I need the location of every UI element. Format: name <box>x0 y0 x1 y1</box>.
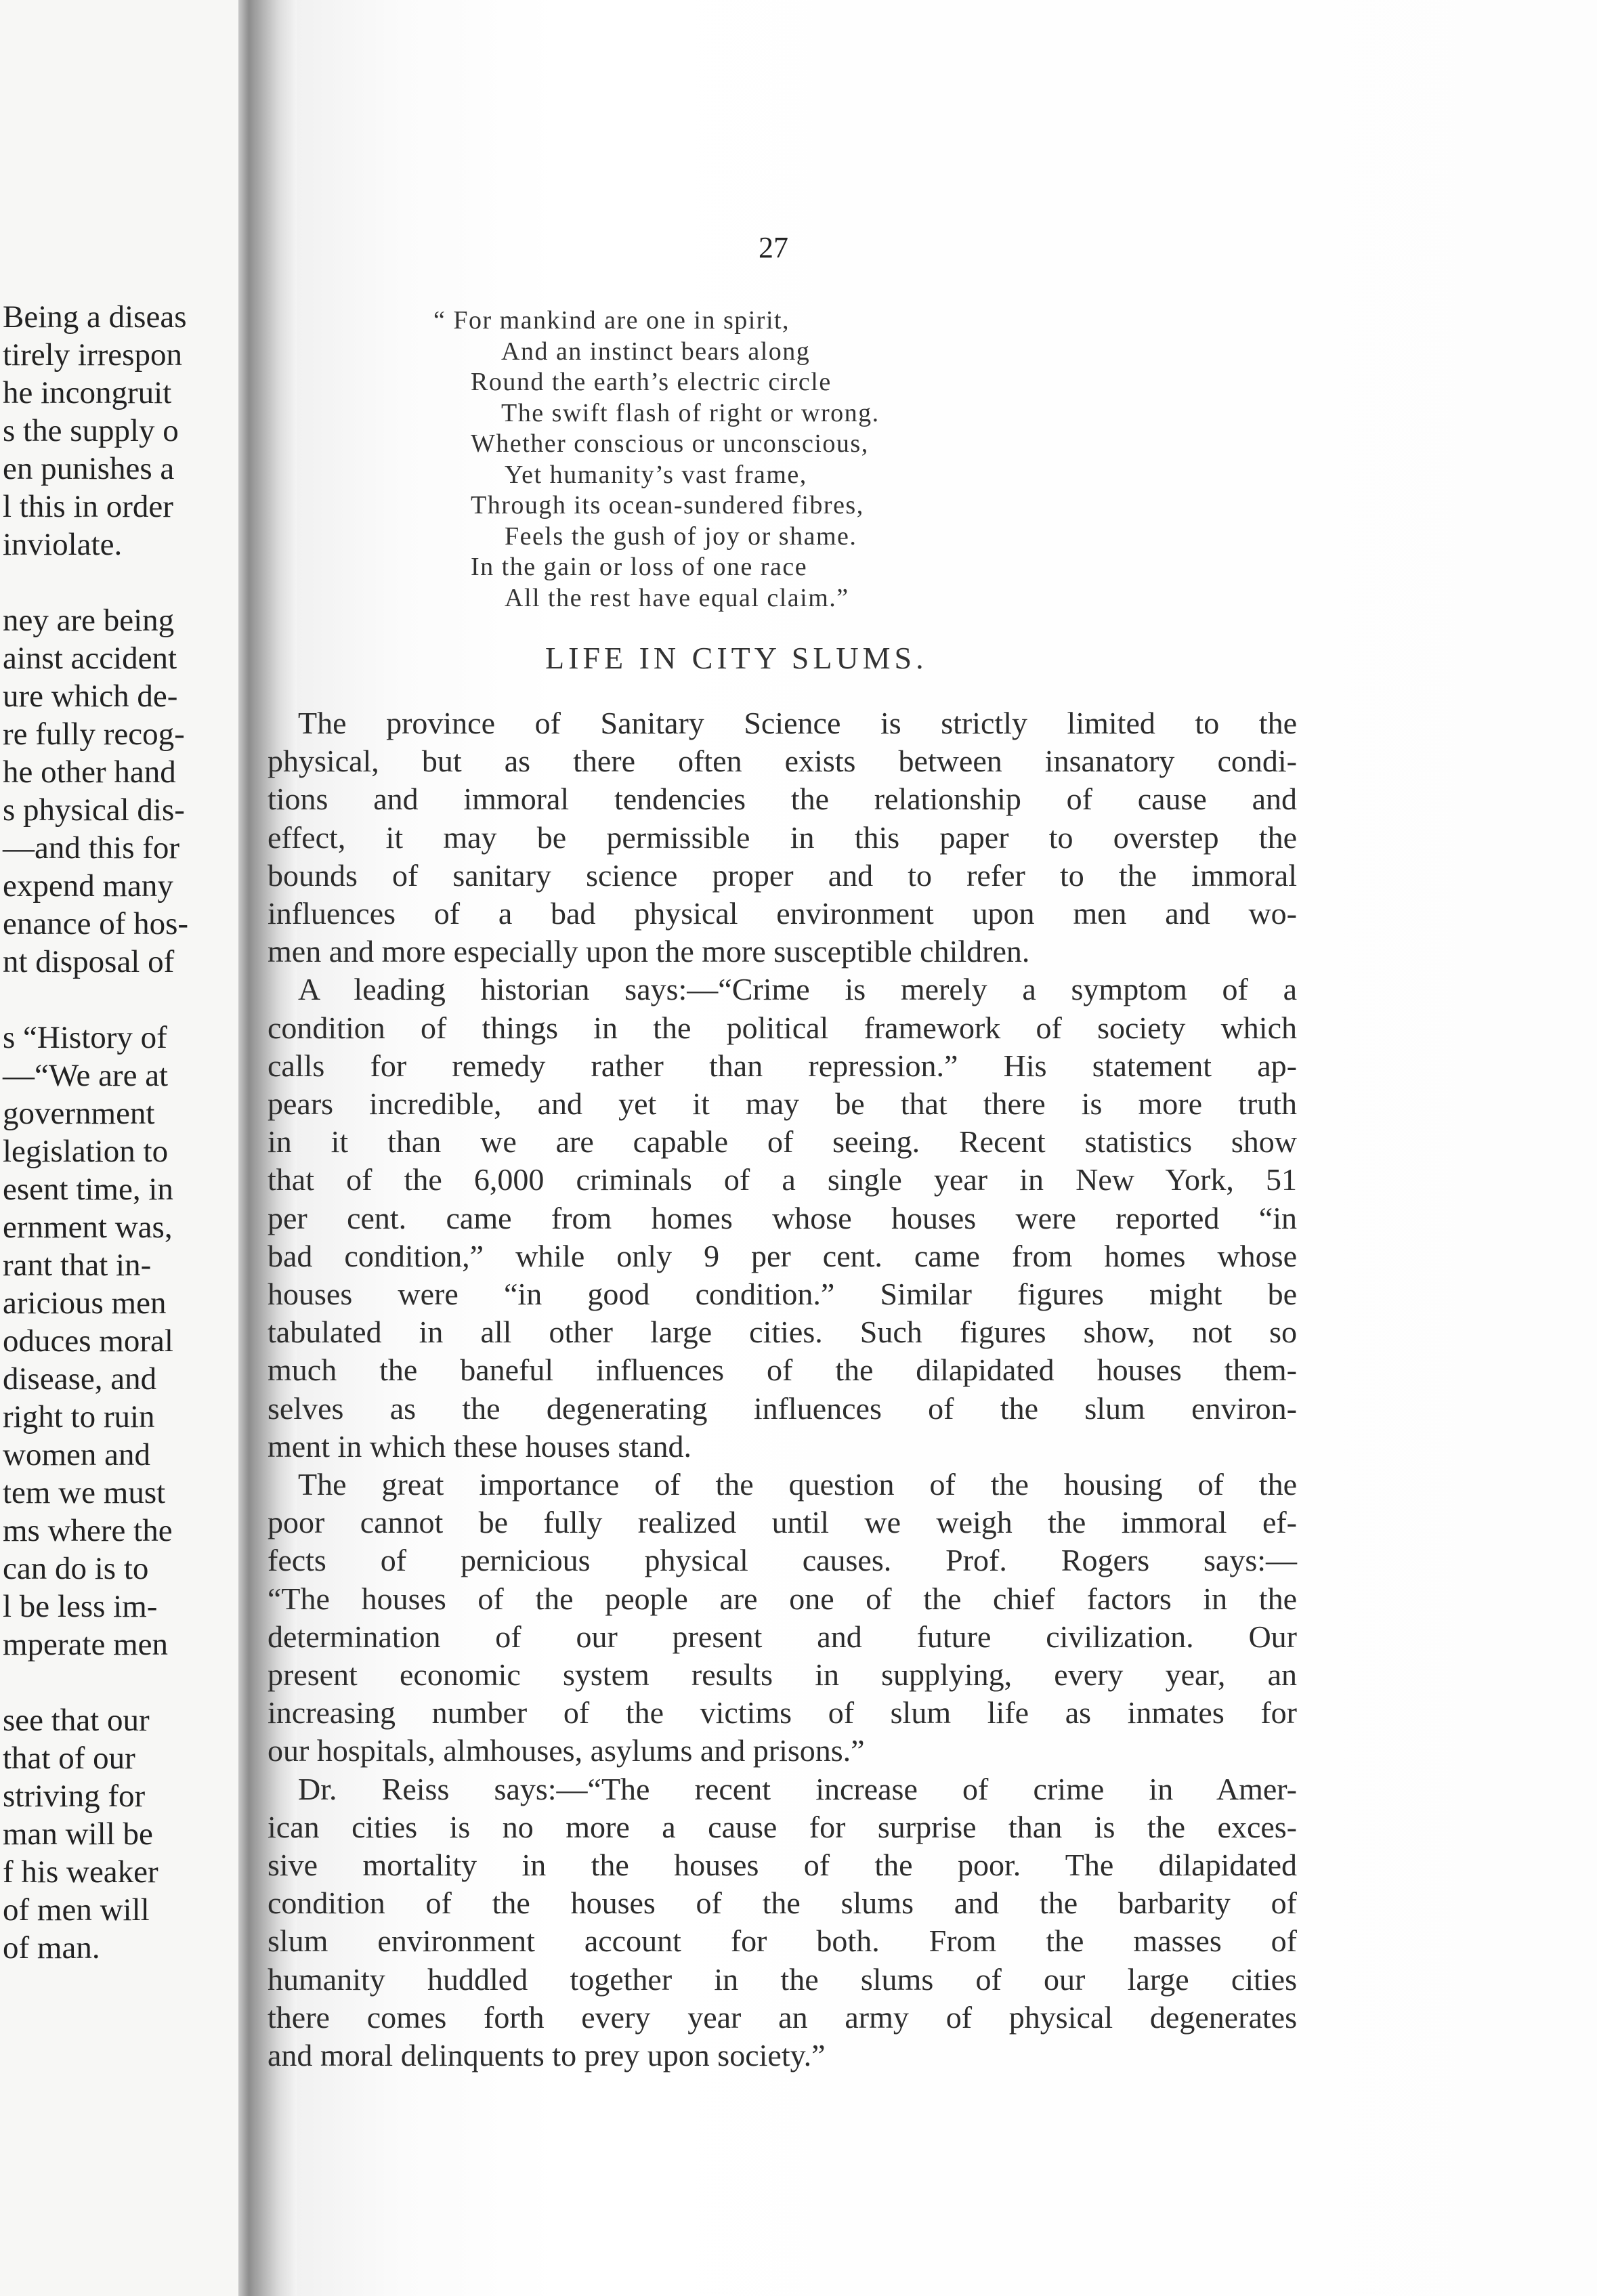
body-line: bounds of sanitary science proper and to refer to the immoral <box>268 857 1297 893</box>
body-line: sive mortality in the houses of the poor. The dilapidated <box>268 1848 1297 1882</box>
left-page-line: tem we must <box>3 1475 166 1510</box>
body-line: calls for remedy rather than repression.” His statement ap- <box>268 1048 1297 1083</box>
body-line: effect, it may be permissible in this paper to overstep the <box>268 820 1297 855</box>
body-line: in it than we are capable of seeing. Recent statistics show <box>268 1124 1297 1160</box>
left-page-line: legislation to <box>3 1134 169 1169</box>
body-line: Dr. Reiss says:—“The recent increase of crime in Amer- <box>298 1771 1297 1806</box>
poem-line: Feels the gush of joy or shame. <box>505 522 857 551</box>
page-number: 27 <box>759 231 788 264</box>
body-line: A leading historian says:—“Crime is merely a symptom of a <box>298 972 1297 1007</box>
poem-line: Through its ocean-sundered fibres, <box>471 491 864 519</box>
left-page-line: expend many <box>3 868 173 903</box>
left-page-line: man will be <box>3 1816 153 1852</box>
left-page-line: nt disposal of <box>3 944 175 979</box>
left-page-line: aricious men <box>3 1285 167 1321</box>
left-page-line: of men will <box>3 1892 150 1928</box>
body-line: our hospitals, almhouses, asylums and prisons.” <box>268 1733 865 1768</box>
left-page-line: esent time, in <box>3 1172 173 1207</box>
left-page-line: ney are being <box>3 603 175 638</box>
left-page-line: enance of hos- <box>3 906 189 941</box>
body-line: much the baneful influences of the dilapidated houses them- <box>268 1353 1297 1388</box>
body-line: tabulated in all other large cities. Such figures show, not so <box>268 1315 1297 1350</box>
left-page-line: right to ruin <box>3 1399 155 1434</box>
left-page-line: ainst accident <box>3 641 177 676</box>
left-page-line: ure which de- <box>3 679 178 714</box>
body-line: selves as the degenerating influences of the slum environ- <box>268 1390 1297 1426</box>
body-line: that of the 6,000 criminals of a single year in New York, 51 <box>268 1162 1297 1197</box>
body-line: per cent. came from homes whose houses were reported “in <box>268 1200 1297 1235</box>
left-page-line: re fully recog- <box>3 717 185 752</box>
body-line: tions and immoral tendencies the relationship of cause and <box>268 782 1297 817</box>
left-page-line: government <box>3 1096 155 1131</box>
body-line: humanity huddled together in the slums of our large cities <box>268 1961 1297 1997</box>
left-page-line: Being a diseas <box>3 299 187 335</box>
body-line: poor cannot be fully realized until we weigh the immoral ef- <box>268 1505 1297 1540</box>
left-page-line: s the supply o <box>3 413 179 448</box>
left-page-line: of man. <box>3 1930 100 1965</box>
body-line: men and more especially upon the more susceptible children. <box>268 934 1030 969</box>
poem-line: And an instinct bears along <box>501 337 811 366</box>
left-page-line: s “History of <box>3 1020 167 1055</box>
body-line: influences of a bad physical environment upon men and wo- <box>268 896 1297 931</box>
body-line: present economic system results in supplying, every year, an <box>268 1657 1297 1692</box>
left-page-line: s physical dis- <box>3 792 185 828</box>
left-page-line: women and <box>3 1437 150 1472</box>
left-page-line: tirely irrespon <box>3 337 182 373</box>
body-line: there comes forth every year an army of physical degenerates <box>268 1999 1297 2035</box>
poem-line: “ For mankind are one in spirit, <box>433 306 790 335</box>
left-page-line: l be less im- <box>3 1589 158 1624</box>
body-line: slum environment account for both. From the masses of <box>268 1923 1297 1959</box>
left-page-line: mperate men <box>3 1627 169 1662</box>
left-page-line: he other hand <box>3 754 176 790</box>
left-page-line: see that our <box>3 1703 150 1738</box>
left-page-line: rant that in- <box>3 1248 152 1283</box>
body-line: The province of Sanitary Science is strictly limited to the <box>298 706 1297 740</box>
left-page-line: that of our <box>3 1741 135 1776</box>
poem-line: Whether conscious or unconscious, <box>471 429 869 458</box>
left-page-line: f his weaker <box>3 1854 158 1890</box>
left-page-line: —“We are at <box>3 1058 169 1093</box>
left-page-line: oduces moral <box>3 1323 173 1359</box>
poem-line: Round the earth’s electric circle <box>471 368 832 396</box>
left-page-line: inviolate. <box>3 527 123 562</box>
body-line: pears incredible, and yet it may be that there is more truth <box>268 1086 1297 1121</box>
body-line: houses were “in good condition.” Similar figures might be <box>268 1277 1297 1311</box>
body-line: bad condition,” while only 9 per cent. came from homes whose <box>268 1238 1297 1273</box>
left-page-line: ernment was, <box>3 1210 173 1245</box>
body-line: and moral delinquents to prey upon society.” <box>268 2038 826 2072</box>
poem-line: The swift flash of right or wrong. <box>501 398 880 427</box>
body-line: fects of pernicious physical causes. Prof. Rogers says:— <box>268 1543 1297 1578</box>
body-line: The great importance of the question of the housing of the <box>298 1467 1297 1502</box>
poem-line: All the rest have equal claim.” <box>505 583 849 612</box>
poem-line: In the gain or loss of one race <box>471 553 808 581</box>
left-page-line: —and this for <box>3 830 180 866</box>
left-page-line: ms where the <box>3 1513 173 1548</box>
body-line: increasing number of the victims of slum life as inmates for <box>268 1695 1297 1730</box>
body-line: ment in which these houses stand. <box>268 1428 692 1464</box>
body-line: determination of our present and future civilization. Our <box>268 1619 1297 1654</box>
left-page-line: l this in order <box>3 489 173 524</box>
section-title: LIFE IN CITY SLUMS. <box>545 641 928 675</box>
left-page-line: can do is to <box>3 1551 149 1586</box>
left-page-line: disease, and <box>3 1361 157 1397</box>
body-line: physical, but as there often exists between insanatory condi- <box>268 744 1297 779</box>
body-line: ican cities is no more a cause for surprise than is the exces- <box>268 1809 1297 1844</box>
left-page-fragment <box>0 0 252 2296</box>
body-line: condition of things in the political framework of society which <box>268 1010 1297 1045</box>
left-page-line: he incongruit <box>3 375 172 410</box>
left-page-line: en punishes a <box>3 451 175 486</box>
body-line: “The houses of the people are one of the chief factors in the <box>268 1581 1297 1616</box>
body-line: condition of the houses of the slums and the barbarity of <box>268 1886 1297 1921</box>
poem-line: Yet humanity’s vast frame, <box>505 460 807 489</box>
left-page-line: striving for <box>3 1779 146 1814</box>
